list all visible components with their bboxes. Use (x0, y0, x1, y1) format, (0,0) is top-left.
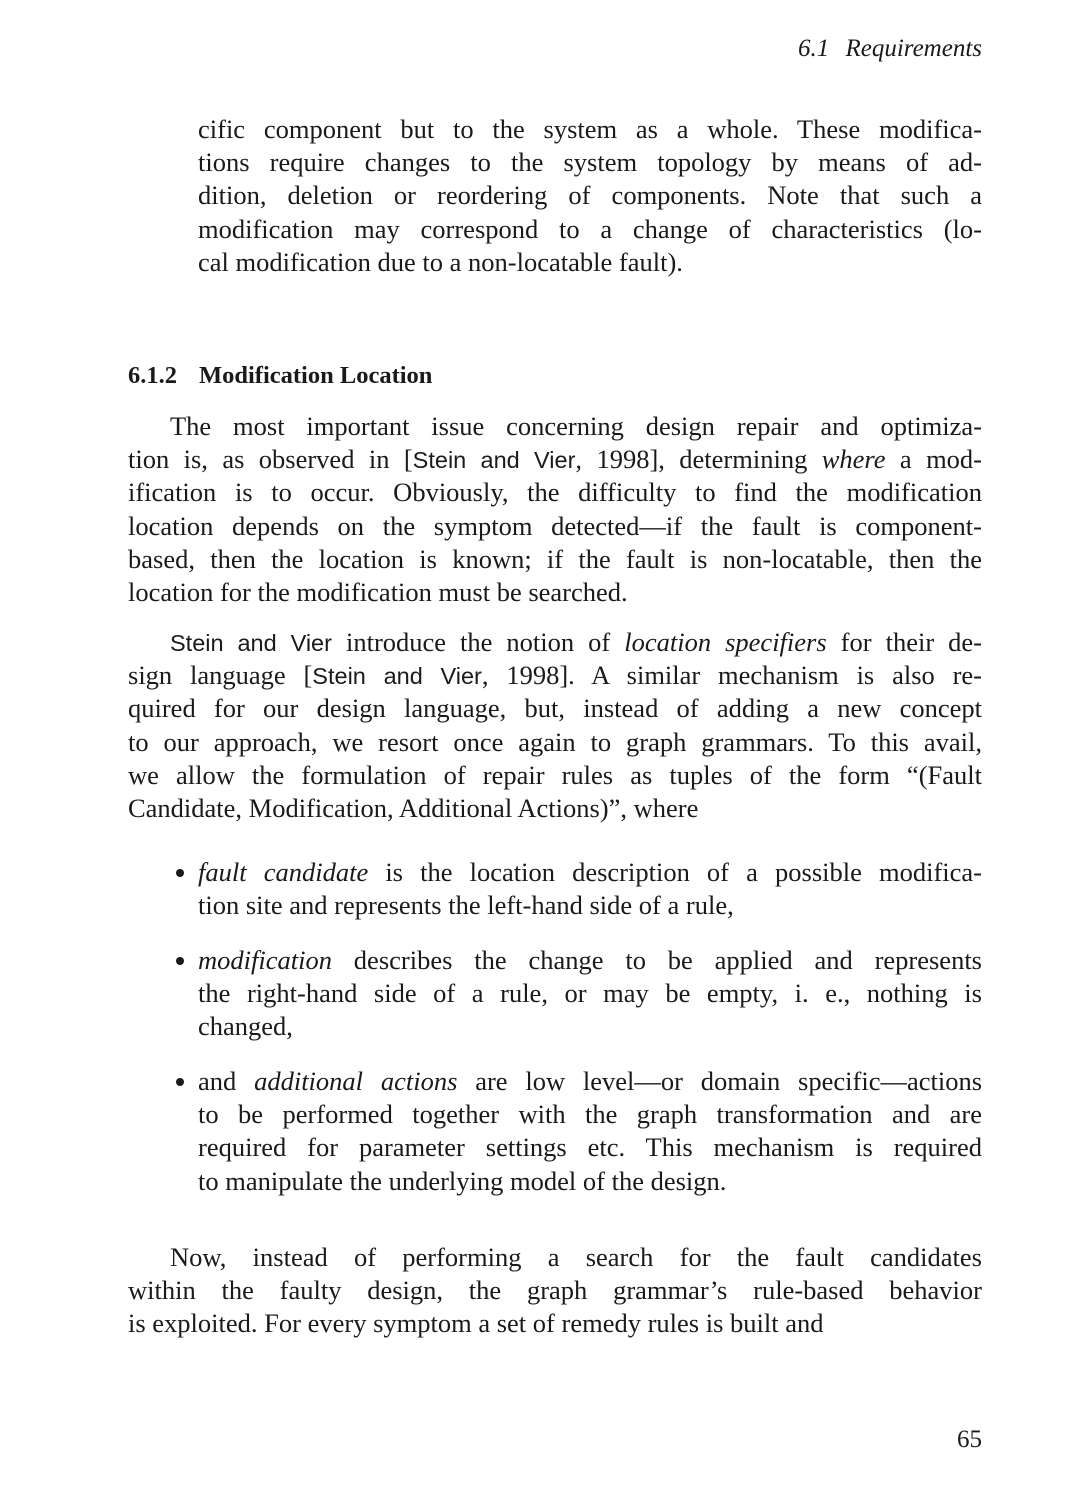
text-span: changed, (198, 1011, 293, 1042)
emphasis-text: location specifiers (624, 627, 827, 657)
bullet-item (198, 1065, 982, 1198)
text-span: is the location description of a possible modifica- (368, 857, 982, 887)
text-span: cific component but to the system as a whole. These modifica- (198, 114, 982, 144)
text-line (128, 476, 982, 509)
text-span: to be performed together with the graph transformation and are (198, 1099, 982, 1130)
text-span: location depends on the symptom detected—if the fault is component- (128, 510, 982, 541)
citation-author: Stein and Vier (170, 630, 332, 656)
text-line (198, 1098, 982, 1131)
bullet-icon (176, 1078, 184, 1086)
text-span: , 1998]. A similar mechanism is also re- (481, 660, 982, 691)
text-line (198, 246, 982, 279)
emphasis-text: modification (198, 945, 332, 975)
text-span: we allow the formulation of repair rules as tuples of the form “(Fault (128, 759, 982, 790)
text-line (128, 1274, 982, 1307)
text-line (128, 543, 982, 576)
text-line (198, 1165, 982, 1198)
text-line (198, 1131, 982, 1164)
text-span: Now, instead of performing a search for the fault candidates (170, 1242, 982, 1272)
text-line (128, 759, 982, 792)
text-line (198, 889, 982, 922)
bullet-icon (176, 957, 184, 965)
text-span: required for parameter settings etc. This mechanism is required (198, 1132, 982, 1163)
paragraph (128, 1241, 982, 1341)
text-span: for their de- (826, 627, 982, 657)
text-span: , 1998], determining (575, 444, 822, 475)
text-span: to manipulate the underlying model of the design. (198, 1165, 727, 1196)
text-line (128, 792, 982, 825)
text-line (128, 659, 982, 692)
text-span: tion is, as observed in [ (128, 444, 413, 475)
text-span: to our approach, we resort once again to graph grammars. To this avail, (128, 726, 982, 757)
text-span: within the faulty design, the graph grammar’s rule-based behavior (128, 1275, 982, 1306)
text-span: based, then the location is known; if the fault is non-locatable, then the (128, 543, 982, 574)
bullet-item (198, 944, 982, 1044)
text-line (198, 944, 982, 977)
text-span: describes the change to be applied and represents (331, 945, 982, 975)
section-heading (128, 362, 432, 390)
emphasis-text: additional actions (254, 1066, 458, 1096)
text-span: a mod- (885, 444, 983, 475)
bullet-icon (176, 869, 184, 877)
text-span: The most important issue concerning design repair and optimiza- (170, 411, 982, 441)
citation-author: Stein and Vier (312, 663, 482, 690)
paragraph (198, 113, 982, 279)
text-span: are low level—or domain specific—actions (457, 1066, 983, 1096)
text-span: is exploited. For every symptom a set of remedy rules is built and (128, 1308, 824, 1339)
text-line (198, 1065, 982, 1098)
text-span: the right-hand side of a rule, or may be empty, i. e., nothing is (198, 978, 982, 1009)
text-span: sign language [ (128, 660, 313, 691)
page-number: 65 (957, 1426, 982, 1453)
text-line (128, 626, 982, 659)
text-line (198, 977, 982, 1010)
text-line (128, 1241, 982, 1274)
text-line (128, 410, 982, 443)
text-span: cal modification due to a non-locatable fault). (198, 246, 683, 277)
text-span: introduce the notion of (331, 627, 625, 657)
emphasis-text: where (821, 444, 886, 475)
text-span: tions require changes to the system topology by means of ad- (198, 147, 982, 178)
text-line (128, 576, 982, 609)
text-span: modification may correspond to a change of characteristics (lo- (198, 213, 982, 244)
text-line (128, 692, 982, 725)
text-line (198, 113, 982, 146)
text-line (198, 146, 982, 179)
text-line (198, 179, 982, 212)
section-title: Modification Location (199, 362, 433, 389)
text-span: dition, deletion or reordering of components. Note that such a (198, 180, 982, 211)
text-line (198, 213, 982, 246)
text-span: quired for our design language, but, instead of adding a new concept (128, 693, 982, 724)
text-span: Candidate, Modification, Additional Actions)”, where (128, 792, 699, 823)
paragraph (128, 626, 982, 825)
text-line (128, 726, 982, 759)
text-line (128, 1307, 982, 1340)
text-line (128, 443, 982, 476)
text-span: and (198, 1066, 255, 1096)
emphasis-text: fault candidate (198, 857, 369, 887)
text-span: ification is to occur. Obviously, the difficulty to find the modification (128, 477, 982, 508)
text-span: tion site and represents the left-hand side of a rule, (198, 890, 734, 921)
bullet-item (198, 856, 982, 922)
paragraph (128, 410, 982, 609)
text-span: location for the modification must be searched. (128, 576, 628, 607)
text-line (128, 510, 982, 543)
text-line (198, 1010, 982, 1043)
citation-author: Stein and Vier (412, 447, 576, 474)
running-head: 6.1 Requirements (797, 35, 982, 62)
section-number: 6.1.2 (128, 362, 177, 389)
text-line (198, 856, 982, 889)
